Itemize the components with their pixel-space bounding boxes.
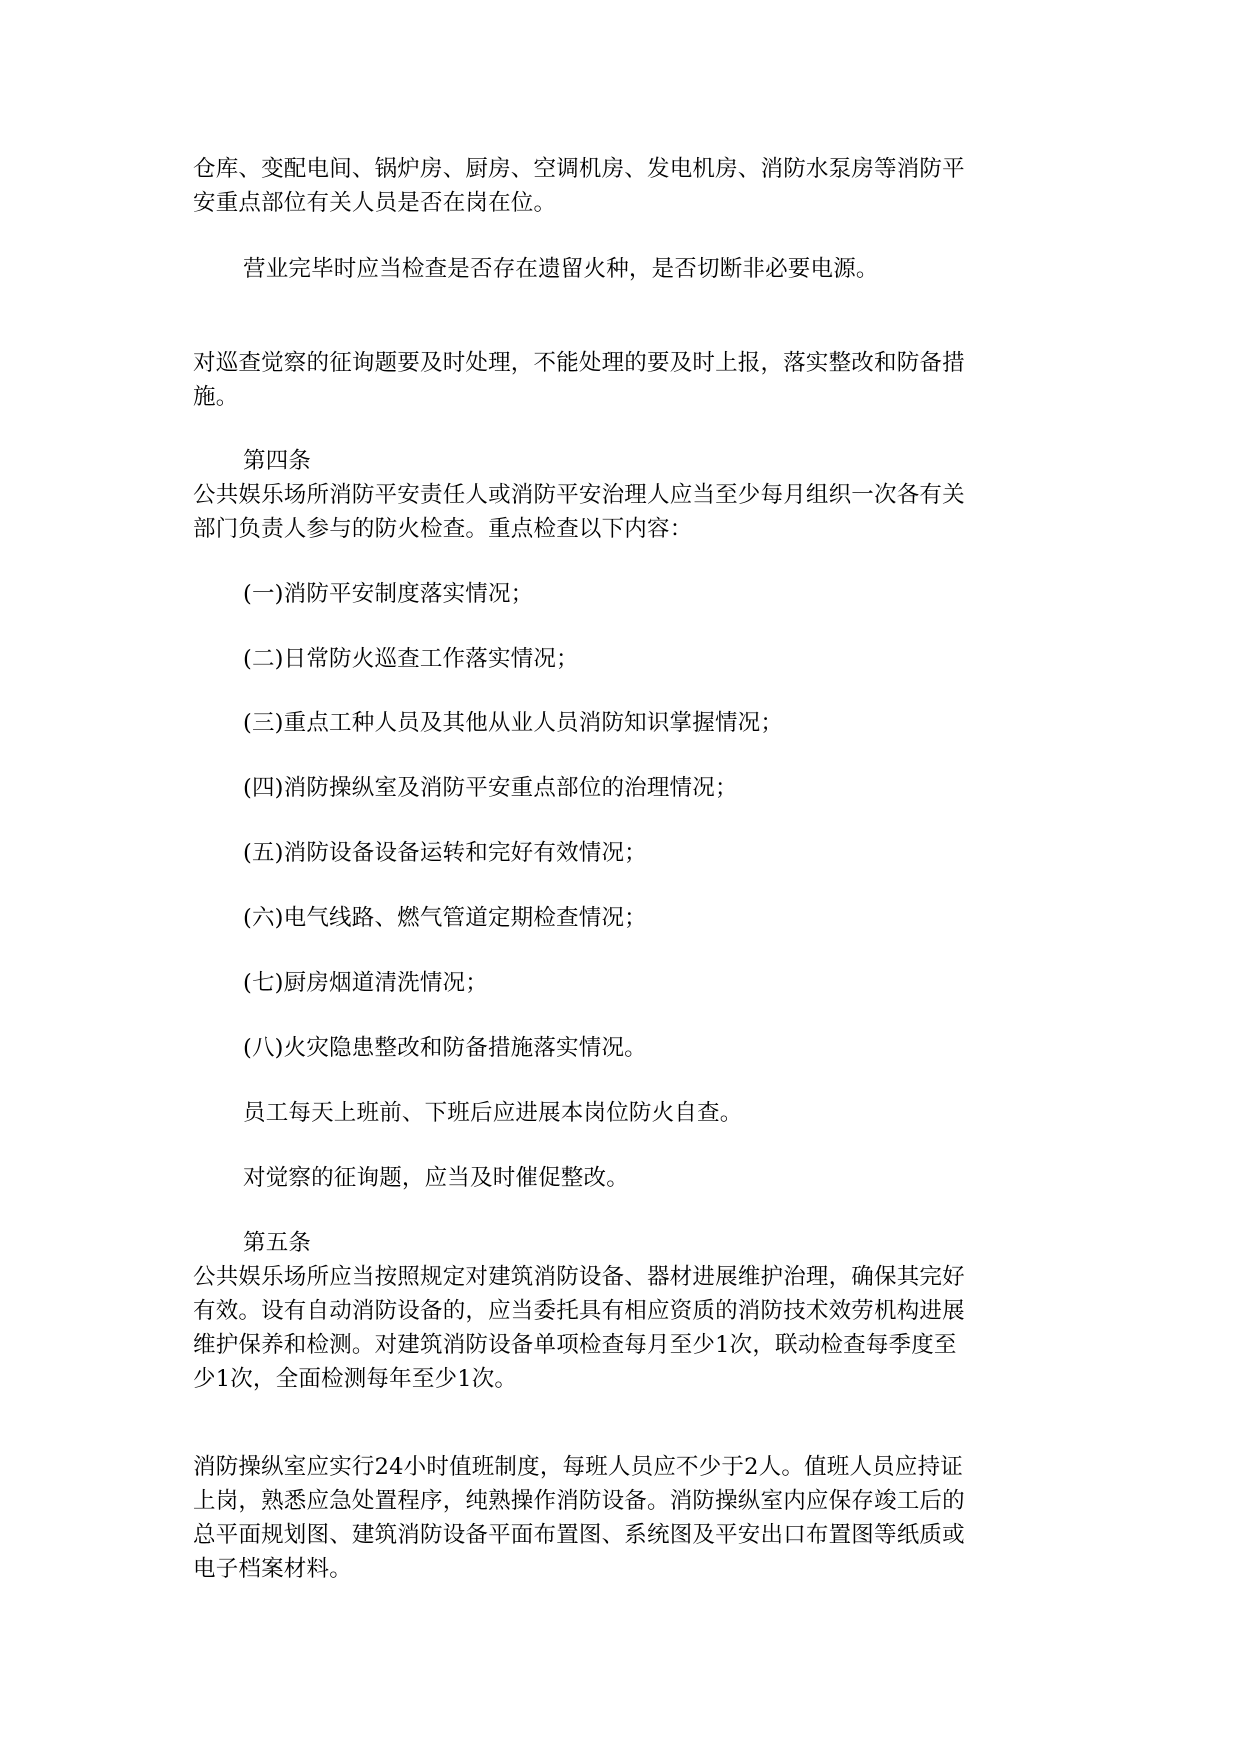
list-item-1: (一)消防平安制度落实情况； xyxy=(243,581,534,607)
paragraph-closing-check: 营业完毕时应当检查是否存在遗留火种，是否切断非必要电源。 xyxy=(243,256,879,282)
paragraph-urge-rectification: 对觉察的征询题，应当及时催促整改。 xyxy=(243,1165,629,1191)
list-item-5: (五)消防设备设备运转和完好有效情况； xyxy=(243,840,647,866)
article-4-heading: 第四条 xyxy=(243,448,312,474)
paragraph-staff-self-check: 员工每天上班前、下班后应进展本岗位防火自查。 xyxy=(243,1100,743,1126)
list-item-7: (七)厨房烟道清洗情况； xyxy=(243,970,488,996)
paragraph-monthly-inspection: 公共娱乐场所消防平安责任人或消防平安治理人应当至少每月组织一次各有关 部门负责人参与的防火检查。重点检查以下内容： xyxy=(193,482,965,542)
paragraph-equipment-maintenance: 公共娱乐场所应当按照规定对建筑消防设备、器材进展维护治理，确保其完好 有效。设有自动消防设备的，应当委托具有相应资质的消防技术效劳机构进展 维护保养和检测。对建筑消防设备单项检查每月至少1次，联动检查每季度至 少1次，全面检测每年至少1次。 xyxy=(193,1264,965,1392)
list-item-4: (四)消防操纵室及消防平安重点部位的治理情况； xyxy=(243,775,738,801)
list-item-6: (六)电气线路、燃气管道定期检查情况； xyxy=(243,905,647,931)
article-5-heading: 第五条 xyxy=(243,1230,312,1256)
list-item-8: (八)火灾隐患整改和防备措施落实情况。 xyxy=(243,1035,647,1061)
paragraph-handle-issues: 对巡查觉察的征询题要及时处理，不能处理的要及时上报，落实整改和防备措 施。 xyxy=(193,350,965,410)
list-item-3: (三)重点工种人员及其他从业人员消防知识掌握情况； xyxy=(243,710,784,736)
list-item-2: (二)日常防火巡查工作落实情况； xyxy=(243,646,579,672)
paragraph-control-room-duty: 消防操纵室应实行24小时值班制度，每班人员应不少于2人。值班人员应持证 上岗，熟悉应急处置程序，纯熟操作消防设备。消防操纵室内应保存竣工后的 总平面规划图、建筑消防设备平面布置图、系统图及平安出口布置图等纸质或 电子档案材料。 xyxy=(193,1454,965,1582)
paragraph-key-locations: 仓库、变配电间、锅炉房、厨房、空调机房、发电机房、消防水泵房等消防平 安重点部位有关人员是否在岗在位。 xyxy=(193,156,965,216)
